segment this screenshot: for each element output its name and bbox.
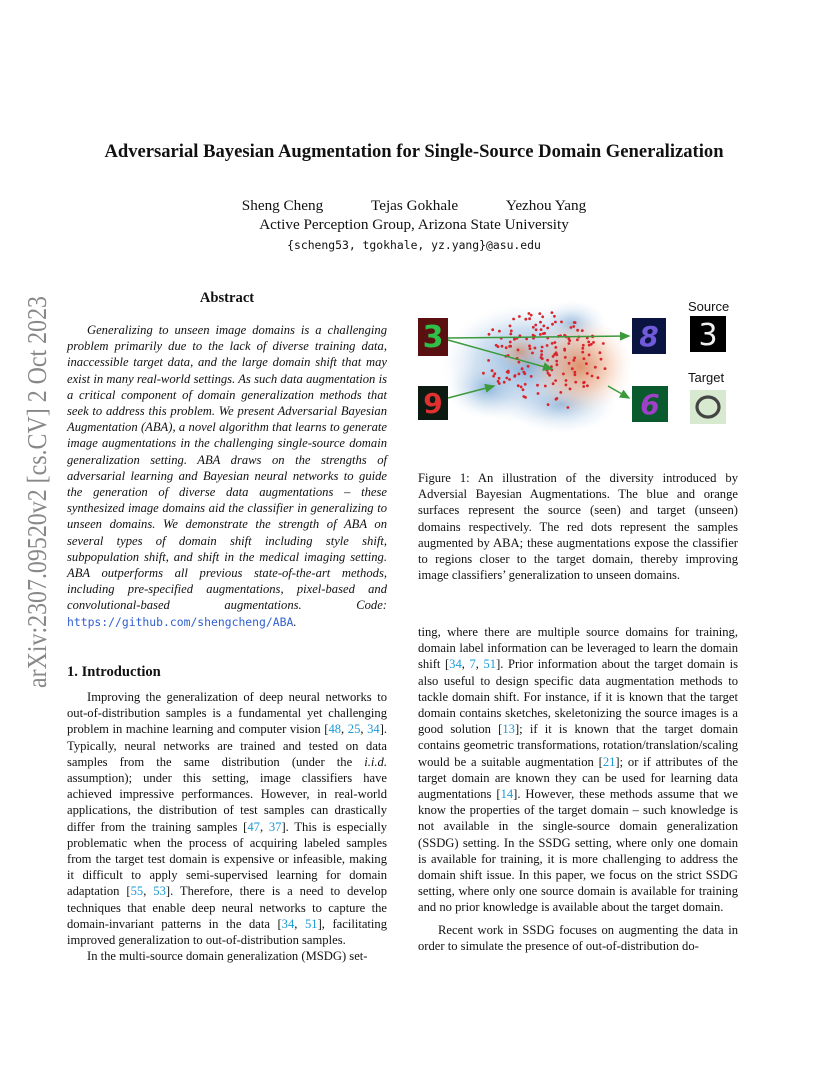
sample-dot — [505, 377, 508, 380]
paragraph — [67, 948, 387, 964]
sample-dot — [555, 360, 558, 363]
sample-dot — [551, 323, 554, 326]
sample-dot — [528, 312, 531, 315]
citation-link[interactable]: 53 — [153, 884, 166, 899]
author-name: Yezhou Yang — [505, 197, 587, 214]
sample-dot — [509, 341, 512, 344]
sample-dot — [544, 385, 547, 388]
sample-dot — [531, 352, 534, 355]
sample-dot — [581, 351, 584, 354]
sample-dot — [546, 344, 549, 347]
citation-link[interactable]: 34 — [281, 916, 295, 931]
citation-link[interactable]: 55 — [130, 884, 144, 899]
sample-dot — [540, 353, 543, 356]
sample-dot — [508, 345, 511, 348]
text-run: , — [294, 916, 305, 931]
sample-dot — [540, 356, 543, 359]
text-run: , — [475, 657, 484, 672]
text-run: Improving the generalization of deep neural networks to out-of-distribution samples is a fundamental yet challenging problem in machine learning and computer vision [ — [67, 690, 387, 737]
section-heading: 1. Introduction — [67, 664, 161, 680]
citation-link[interactable]: 51 — [304, 916, 318, 931]
sample-dot — [573, 357, 576, 360]
sample-dot — [488, 333, 491, 336]
digit-glyph: 3 — [698, 318, 718, 353]
citation-link[interactable]: 7 — [469, 657, 476, 672]
sample-dot — [538, 312, 541, 315]
sample-dot — [532, 326, 535, 329]
sample-dot — [505, 346, 508, 349]
sample-dot — [541, 346, 544, 349]
paragraph — [418, 922, 738, 954]
author-name: Tejas Gokhale — [371, 197, 459, 214]
sample-dot — [586, 384, 589, 387]
sample-dot — [559, 391, 562, 394]
sample-dot — [552, 382, 555, 385]
citation-link[interactable]: 51 — [483, 657, 497, 672]
sample-dot — [582, 344, 585, 347]
sample-dot — [527, 365, 530, 368]
sample-dot — [546, 327, 549, 330]
sample-dot — [571, 367, 574, 370]
citation-link[interactable]: 21 — [602, 754, 616, 769]
sample-dot — [591, 375, 594, 378]
sample-dot — [568, 362, 571, 365]
sample-dot — [576, 338, 579, 341]
sample-dot — [522, 388, 525, 391]
sample-dot — [513, 338, 516, 341]
abstract-body — [67, 322, 387, 630]
sample-dot — [510, 330, 513, 333]
sample-dot — [594, 366, 597, 369]
sample-dot — [520, 386, 523, 389]
sample-dot — [562, 373, 565, 376]
sample-dot — [508, 378, 511, 381]
sample-dot — [564, 356, 567, 359]
sample-dot — [539, 333, 542, 336]
sample-dot — [588, 354, 591, 357]
sample-dot — [604, 367, 607, 370]
sample-dot — [583, 357, 586, 360]
sample-dot — [556, 363, 559, 366]
sample-dot — [581, 329, 584, 332]
right-column-body — [418, 624, 738, 954]
digit-glyph: 9 — [423, 387, 443, 420]
text-run: ]; if it is known that the target domain contains geometric transformations, rotation/translation/scaling would be a suitable augmentation [ — [418, 722, 738, 769]
abstract-end: . — [293, 614, 297, 629]
text-run: ]. This is especially problematic when the process of acquiring labeled samples from the target test domain is expensive or infeasible, making it difficult to apply semi-supervised learning for domain adaptation [ — [67, 819, 388, 899]
sample-dot — [599, 351, 602, 354]
sample-dot — [535, 328, 538, 331]
sample-dot — [537, 392, 540, 395]
sample-dot — [553, 315, 556, 318]
sample-dot — [493, 372, 496, 375]
sample-dot — [503, 381, 506, 384]
figure-1 — [412, 294, 742, 434]
sample-dot — [509, 333, 512, 336]
sample-dot — [550, 365, 553, 368]
text-run: ]. Therefore, there is a need to develop techniques that enable deep neural networks to capture the domain-invariant patterns in the data [ — [67, 884, 387, 931]
sample-dot — [552, 355, 555, 358]
paragraph — [418, 624, 738, 916]
sample-dot — [572, 359, 575, 362]
sample-dot — [518, 315, 521, 318]
citation-link[interactable]: 34 — [449, 657, 462, 672]
sample-dot — [554, 346, 557, 349]
sample-dot — [497, 380, 500, 383]
text-run: ]. Prior information about the target domain is also useful to design specific data augmentation methods to tackle domain shift. For instance, if it is known that the target domain contains sketches, skeletonizing the source images is a good solution [ — [418, 657, 739, 737]
sample-dot — [530, 314, 533, 317]
sample-dot — [555, 352, 558, 355]
sample-dot — [501, 345, 504, 348]
sample-dot — [572, 325, 575, 328]
sample-dot — [586, 372, 589, 375]
affiliation: Active Perception Group, Arizona State University — [259, 216, 569, 233]
sample-dot — [547, 372, 550, 375]
sample-dot — [587, 341, 590, 344]
sample-dot — [506, 371, 509, 374]
sample-dot — [524, 383, 527, 386]
sample-dot — [487, 359, 490, 362]
sample-dot — [602, 342, 605, 345]
citation-link[interactable]: 37 — [268, 819, 282, 834]
sample-dot — [554, 379, 557, 382]
digit-glyph: 3 — [422, 320, 444, 355]
sample-dot — [592, 341, 595, 344]
sample-dot — [581, 347, 584, 350]
author-list — [0, 196, 828, 216]
sample-dot — [522, 371, 525, 374]
sample-dot — [522, 395, 525, 398]
arxiv-stamp — [8, 292, 60, 692]
text-run: ], facilitating improved generalization to out-of-distribution samples. — [67, 916, 387, 948]
sample-dot — [518, 373, 521, 376]
sample-dot — [582, 385, 585, 388]
text-run: ]. However, these methods assume that we know the properties of the target domain – such knowledge is not available in the single-source domain generalization (SSDG) setting. In the SSDG setting, where only one domain is available for training, it is more challenging to address the domain shift issue. In this paper, we focus on the strict SSDG setting, where only one source domain is available for training and no prior knowledge is available about the target domain. — [418, 787, 738, 915]
sample-dot — [541, 315, 544, 318]
text-run: In the multi-source domain generalization (MSDG) set- — [87, 949, 368, 964]
sample-dot — [491, 328, 494, 331]
citation-link[interactable]: 48 — [328, 722, 342, 737]
citation-link[interactable]: 13 — [502, 722, 515, 737]
sample-dot — [509, 325, 512, 328]
sample-dot — [567, 406, 570, 409]
sample-dot — [565, 379, 568, 382]
citation-link[interactable]: 34 — [367, 722, 380, 737]
sample-dot — [555, 398, 558, 401]
sample-dot — [539, 321, 542, 324]
figure-caption: Figure 1: An illustration of the diversity introduced by Adversial Bayesian Augmentations. The blue and orange surfaces represent the source (seen) and target (unseen) domains respectively. The red dots represent the samples augmented by ABA; these augmentations expose the classifier to regions closer to the target domain, thereby improving image classifiers’ generalization to unseen domains. — [418, 471, 738, 583]
sample-dot — [600, 358, 603, 361]
sample-dot — [517, 349, 520, 352]
sample-dot — [576, 329, 579, 332]
digit-glyph: 6 — [640, 388, 660, 421]
sample-dot — [492, 375, 495, 378]
sample-dot — [536, 384, 539, 387]
sample-dot — [546, 359, 549, 362]
sample-dot — [565, 384, 568, 387]
sample-dot — [524, 318, 527, 321]
author-emails: {scheng53, tgokhale, yz.yang}@asu.edu — [287, 238, 541, 252]
text-run: , — [259, 819, 269, 834]
sample-dot — [563, 348, 566, 351]
sample-dot — [540, 328, 543, 331]
citation-link[interactable]: 25 — [347, 722, 361, 737]
arxiv-stamp-text: arXiv:2307.09520v2 [cs.CV] 2 Oct 2023 — [21, 292, 52, 688]
sample-dot — [547, 403, 550, 406]
sample-dot — [540, 350, 543, 353]
sample-dot — [491, 369, 494, 372]
text-run: , — [461, 657, 470, 672]
density-surfaces — [442, 300, 632, 434]
sample-dot — [573, 371, 576, 374]
sample-dot — [513, 375, 516, 378]
abstract-heading: Abstract — [199, 290, 255, 306]
sample-dot — [597, 376, 600, 379]
sample-dot — [498, 377, 501, 380]
sample-dot — [542, 332, 545, 335]
sample-dot — [512, 318, 515, 321]
sample-dot — [528, 345, 531, 348]
sample-dot — [573, 321, 576, 324]
sample-dot — [568, 342, 571, 345]
sample-dot — [517, 384, 520, 387]
source-label: Source — [688, 299, 730, 314]
text-run: ]; or if attributes of the target domain are known they can be used for learning data augmentations [ — [418, 754, 738, 802]
sample-dot — [570, 326, 573, 329]
sample-dot — [528, 317, 531, 320]
sample-dot — [585, 362, 588, 365]
text-run: , — [143, 884, 154, 899]
intro-body — [67, 689, 387, 964]
sample-dot — [542, 325, 545, 328]
paper-title: Adversarial Bayesian Augmentation for Single-Source Domain Generalization — [104, 141, 724, 162]
sample-dot — [498, 330, 501, 333]
sample-dot — [582, 381, 585, 384]
sample-dot — [551, 311, 554, 314]
sample-dot — [529, 347, 532, 350]
sample-dot — [546, 369, 549, 372]
sample-dot — [551, 342, 554, 345]
sample-dot — [554, 341, 557, 344]
sample-dot — [554, 321, 557, 324]
sample-dot — [574, 381, 577, 384]
text-run: , — [360, 722, 368, 737]
sample-dot — [530, 375, 533, 378]
paragraph — [67, 689, 387, 948]
digit-glyph: 8 — [639, 320, 659, 353]
target-label: Target — [688, 370, 725, 385]
author-name: Sheng Cheng — [241, 197, 324, 214]
text-run: ting, where there are multiple source domains for training, domain label information can be leveraged to learn the domain shift [ — [418, 625, 738, 672]
sample-dot — [482, 372, 485, 375]
code-link[interactable]: https://github.com/shengcheng/ABA — [67, 614, 294, 629]
text-run: assumption); under this setting, image classifiers have achieved impressive performances. However, in real-world applications, the distribution of test samples can drastically differ from the training samples [ — [67, 771, 387, 834]
text-run: Recent work in SSDG focuses on augmenting the data in order to simulate the presence of out-of-distribution do- — [418, 922, 738, 953]
emphasis-text: i.i.d. — [364, 754, 387, 769]
sample-dot — [569, 388, 572, 391]
citation-link[interactable]: 14 — [500, 787, 514, 802]
sample-dot — [518, 361, 521, 364]
abstract-text: Generalizing to unseen image domains is a challenging problem primarily due to the lack of diverse training data, inaccessible target data, and the large domain shift that may exist in many real-world settings. As such data augmentation is a critical component of domain generalization methods that seek to address this problem. We present Adversarial Bayesian Augmentation (ABA), a novel algorithm that learns to generate image augmentations in the challenging single-source domain generalization setting. ABA draws on the strengths of adversarial learning and Bayesian neural networks to guide the generation of diverse data augmentations – these synthesized image domains aid the classifier in generalizing to unseen domains. We demonstrate the strength of ABA on several types of domain shift including style shift, subpopulation shift, and shift in the medical imaging setting. ABA outperforms all previous state-of-the-art methods, including pre-specified augmentations, pixel-based and convolutional-based augmentations. Code: — [67, 323, 387, 613]
sample-dot — [534, 324, 537, 327]
sample-dot — [534, 347, 537, 350]
sample-dot — [588, 344, 591, 347]
sample-dot — [521, 367, 524, 370]
text-run: ]. Typically, neural networks are trained and tested on data samples from the same distribution (under the — [67, 722, 388, 769]
citation-link[interactable]: 47 — [247, 819, 260, 834]
sample-dot — [567, 337, 570, 340]
sample-dot — [525, 338, 528, 341]
text-run: , — [341, 722, 348, 737]
sample-dot — [574, 373, 577, 376]
sample-dot — [495, 344, 498, 347]
sample-dot — [560, 321, 563, 324]
